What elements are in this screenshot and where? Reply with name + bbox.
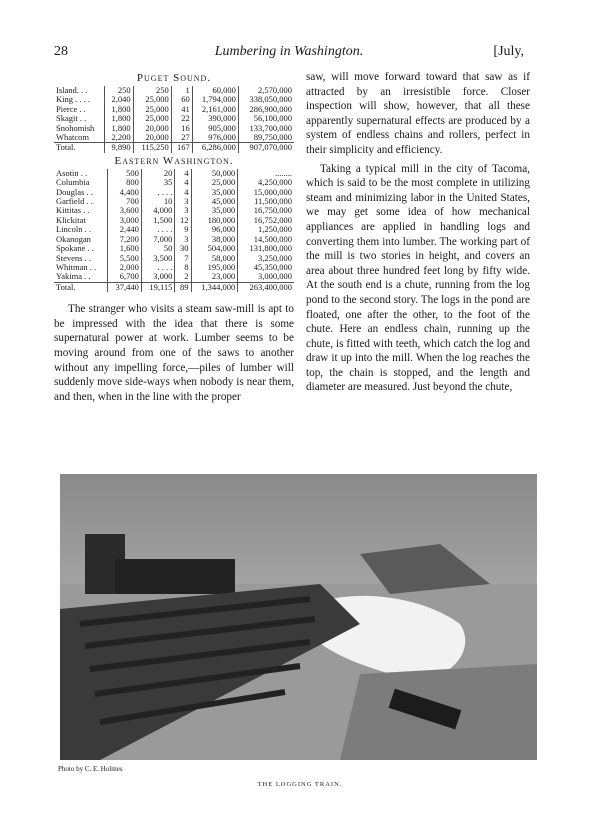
table-cell: 45,000 — [191, 197, 238, 206]
table-cell: 5,500 — [107, 254, 141, 263]
table-cell: 250 — [133, 86, 171, 95]
table-cell: 25,000 — [133, 105, 171, 114]
table-cell: 2,161,000 — [192, 105, 238, 114]
table-cell: 1,794,000 — [192, 95, 238, 104]
body-paragraph: saw, will move forward toward that saw as if attracted by an irresistible force. Closer inspection will show, however, that all these apparently supernatural effects are produced by a system of endless chains and rollers, perfect in their simplicity and efficiency. — [306, 71, 530, 156]
table-cell: Okanogan — [54, 235, 107, 244]
table-total-row — [54, 143, 294, 153]
table-cell: 96,000 — [191, 225, 238, 234]
table-cell: 1,800 — [105, 105, 134, 114]
puget-sound-heading: Puget Sound. — [136, 72, 212, 84]
body-paragraph: The stranger who visits a steam saw-mill is apt to be impressed with the idea that there is some supernatural power at work. Lumber seems to be moving around from one of the saws to another without any impelling force,—piles of lumber will suddenly move side-ways when nobody is near them, and then, when in the line with the proper — [54, 303, 294, 403]
table-cell: 3 — [175, 206, 191, 215]
table-cell: 30 — [175, 244, 191, 253]
table-cell: 4,000 — [141, 206, 175, 215]
table-cell: Garfield . . — [54, 197, 107, 206]
table-cell: 35,000 — [191, 188, 238, 197]
table-cell: 1,800 — [105, 114, 134, 123]
table-cell: Total. — [54, 143, 105, 153]
table-cell: 4 — [175, 188, 191, 197]
table-cell: Whitman . . — [54, 263, 107, 272]
table-cell: Stevens . . — [54, 254, 107, 263]
table-cell: 286,900,000 — [249, 103, 292, 114]
body-paragraph: Taking a typical mill in the city of Tacoma, which is said to be the most complete in utilizing steam and minimizing labor in the United States, we may get some idea of how mechanical appliances are applied in handling logs and converting them into lumber. The working part of the mill is two stories in height, and covers an area about three hundred feet long by fifty wide. At the south end is a chute, running from the log pond to the second story. The logs in the pond are floated, one after the other, to the foot of the chute. Here an endless chain, running up the chute, is fitted with teeth, which catch the log and draw it up into the mill. When the log reaches the top, the chain is stopped, and the length and diameter are measured. Just beyond the chute, — [306, 162, 530, 394]
table-cell: Whatcom — [54, 133, 105, 143]
table-cell: . . . . — [141, 263, 175, 272]
table-cell: 25,000 — [133, 95, 171, 104]
table-cell: 180,000 — [191, 216, 238, 225]
table-cell: 3,000 — [141, 272, 175, 282]
table-cell: 4 — [175, 169, 191, 178]
table-cell: 23,000 — [191, 272, 238, 282]
table-cell: Columbia — [54, 178, 107, 187]
table-cell: 22 — [171, 114, 192, 123]
table-cell: 250 — [105, 86, 134, 95]
table-cell: 2 — [175, 272, 191, 282]
table-cell: 45,350,000 — [253, 261, 292, 272]
table-cell: 50 — [141, 244, 175, 253]
issue-month: [July, — [493, 44, 524, 59]
table-cell: 20 — [141, 169, 175, 178]
table-cell: 133,700,000 — [249, 122, 292, 133]
table-cell: 2,200 — [105, 133, 134, 143]
table-cell: 2,570,000 — [258, 85, 292, 95]
table-cell: 14,500,000 — [253, 233, 292, 244]
table-cell: Total. — [54, 282, 107, 292]
eastern-washington-heading: Eastern Washington. — [114, 154, 234, 167]
table-cell: 60 — [171, 95, 192, 104]
table-cell: 1,250,000 — [258, 224, 292, 235]
table-cell: 25,000 — [191, 178, 238, 187]
table-cell: Skagit . . — [54, 114, 105, 123]
page-number: 28 — [54, 44, 68, 59]
table-cell: King . . . . — [54, 95, 105, 104]
table-cell: 8 — [175, 263, 191, 272]
table-cell: 37,440 — [107, 282, 141, 292]
table-cell: 976,000 — [192, 133, 238, 143]
table-cell: 504,000 — [191, 244, 238, 253]
table-cell: ........ — [275, 167, 292, 178]
table-cell: 1,500 — [141, 216, 175, 225]
table-cell: 3 — [175, 197, 191, 206]
table-cell: 15,000,000 — [253, 186, 292, 197]
table-cell: 60,000 — [192, 86, 238, 95]
table-cell: 16 — [171, 124, 192, 133]
table-cell: 25,000 — [133, 114, 171, 123]
table-cell: 9,890 — [105, 143, 134, 153]
table-cell: 4,250,000 — [258, 177, 292, 188]
table-cell: 3,000 — [107, 216, 141, 225]
table-cell: 27 — [171, 133, 192, 143]
running-title: Lumbering in Washington. — [214, 44, 364, 59]
table-cell: 4 — [175, 178, 191, 187]
photo-caption: THE LOGGING TRAIN. — [257, 781, 343, 788]
table-cell: 907,070,000 — [238, 143, 294, 153]
table-cell: 700 — [107, 197, 141, 206]
table-cell: Spokane . . — [54, 244, 107, 253]
table-cell: 10 — [141, 197, 175, 206]
table-cell: Yakima . . — [54, 272, 107, 282]
table-cell: 1,800 — [105, 124, 134, 133]
table-cell: 7,000 — [141, 235, 175, 244]
puget-sound-table — [54, 86, 294, 153]
table-cell: 19,115 — [141, 282, 175, 292]
table-cell: 2,000 — [107, 263, 141, 272]
table-cell: 1,344,000 — [191, 282, 238, 292]
table-cell: 12 — [175, 216, 191, 225]
table-cell: 89 — [175, 282, 191, 292]
running-header — [54, 44, 524, 62]
table-cell: 167 — [171, 143, 192, 153]
table-cell: 3,600 — [107, 206, 141, 215]
table-cell: 3,000,000 — [258, 271, 292, 282]
table-cell: 7 — [175, 254, 191, 263]
left-column — [54, 70, 294, 404]
table-cell: 50,000 — [191, 169, 238, 178]
table-row — [54, 272, 294, 282]
table-cell: 905,000 — [192, 124, 238, 133]
table-cell: 58,000 — [191, 254, 238, 263]
photo-credit: Photo by C. E. Holmes — [58, 765, 123, 773]
table-cell: 1,600 — [107, 244, 141, 253]
table-cell: 115,250 — [133, 143, 171, 153]
table-cell: Snohomish — [54, 124, 105, 133]
table-cell: 16,750,000 — [253, 205, 292, 216]
table-cell: 9 — [175, 225, 191, 234]
table-cell: Douglas . . — [54, 188, 107, 197]
logging-train-photo — [60, 474, 537, 760]
table-cell: 11,500,000 — [254, 196, 292, 207]
table-cell: 56,100,000 — [253, 113, 292, 124]
table-cell: 35 — [141, 178, 175, 187]
table-cell: Lincoln . . — [54, 225, 107, 234]
table-cell: 131,800,000 — [249, 243, 292, 254]
table-cell: 20,000 — [133, 124, 171, 133]
table-cell: 6,286,000 — [192, 143, 238, 153]
table-cell: 195,000 — [191, 263, 238, 272]
table-cell: 3,500 — [141, 254, 175, 263]
table-cell: 2,040 — [105, 95, 134, 104]
table-cell: 3 — [175, 235, 191, 244]
table-cell: 7,200 — [107, 235, 141, 244]
table-cell: Pierce . . — [54, 105, 105, 114]
table-cell: 500 — [107, 169, 141, 178]
table-cell: 6,700 — [107, 272, 141, 282]
table-cell: . . . . — [141, 225, 175, 234]
table-row — [54, 133, 294, 143]
table-cell: 20,000 — [133, 133, 171, 143]
table-cell: 390,000 — [192, 114, 238, 123]
table-cell: 16,752,000 — [253, 214, 292, 225]
table-cell: 41 — [171, 105, 192, 114]
table-cell: Island. . . — [54, 86, 105, 95]
table-cell: 35,000 — [191, 206, 238, 215]
table-cell: 338,050,000 — [249, 94, 292, 105]
table-cell: 2,440 — [107, 225, 141, 234]
table-cell: 4,400 — [107, 188, 141, 197]
table-cell: 800 — [107, 178, 141, 187]
eastern-washington-table — [54, 169, 294, 292]
table-total-row — [54, 282, 294, 292]
table-cell: 3,250,000 — [258, 252, 292, 263]
table-cell: 1 — [171, 86, 192, 95]
table-cell: . . . . — [141, 188, 175, 197]
right-column — [306, 70, 530, 395]
table-cell: Asotin . . — [54, 169, 107, 178]
table-cell: Klickitat — [54, 216, 107, 225]
table-cell: 89,750,000 — [253, 132, 292, 143]
table-cell: Kittitas . . — [54, 206, 107, 215]
table-cell: 263,400,000 — [238, 282, 294, 292]
table-cell: 38,000 — [191, 235, 238, 244]
